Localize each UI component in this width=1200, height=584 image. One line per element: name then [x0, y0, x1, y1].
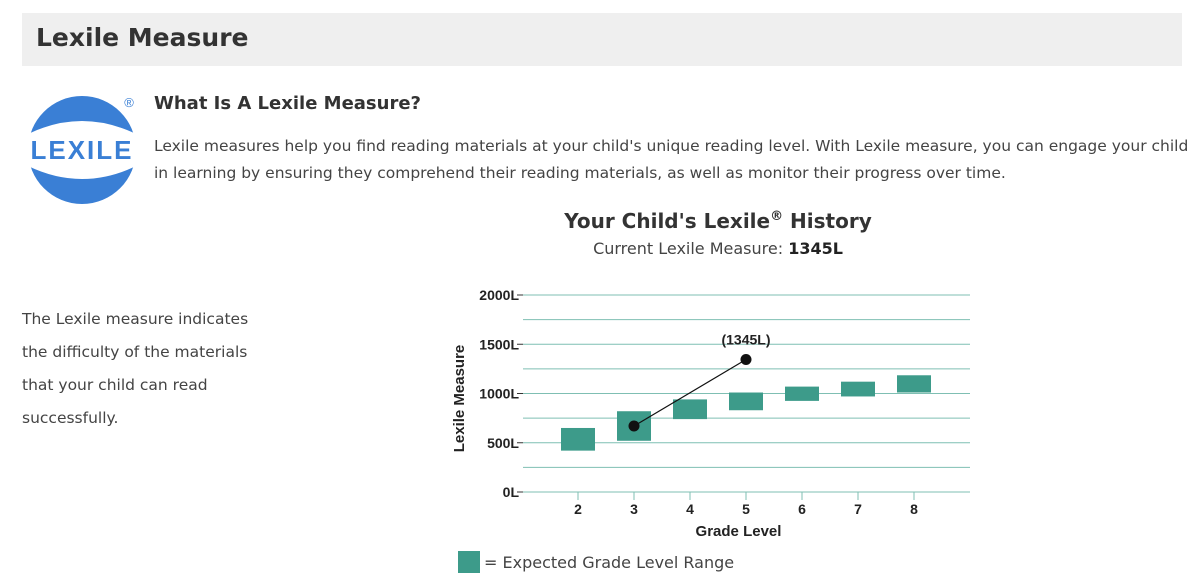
grade-range-bar [897, 375, 931, 392]
grade-range-bar [841, 382, 875, 397]
intro-title: What Is A Lexile Measure? [154, 93, 421, 114]
history-point [741, 354, 752, 365]
lexile-logo [26, 94, 138, 206]
logo-text: LEXILE [30, 135, 134, 165]
section-header [22, 13, 1182, 66]
y-tick-label: 2000L [479, 287, 519, 303]
lexile-history-chart [440, 280, 980, 545]
x-tick-label: 8 [910, 501, 918, 517]
chart-subtitle [458, 239, 978, 258]
x-tick-label: 6 [798, 501, 806, 517]
legend-swatch [458, 551, 480, 573]
y-axis-title: Lexile Measure [451, 344, 468, 453]
chart-title [458, 209, 978, 233]
legend-label: = Expected Grade Level Range [484, 552, 735, 572]
chart-title-suffix: History [783, 209, 872, 233]
chart-title-prefix: Your Child's Lexile [564, 209, 771, 233]
history-point [629, 421, 640, 432]
grade-range-bar [729, 393, 763, 411]
chart-title-registered: ® [770, 209, 784, 224]
grade-range-bar [785, 387, 819, 401]
current-measure-value: 1345L [788, 239, 843, 258]
y-tick-label: 500L [487, 434, 519, 451]
chart-legend [458, 551, 734, 573]
x-axis-title: Grade Level [695, 523, 782, 540]
y-tick-label: 1500L [479, 336, 519, 353]
current-measure-label: Current Lexile Measure: [593, 239, 789, 258]
x-tick-label: 7 [854, 501, 862, 517]
x-tick-label: 2 [574, 501, 582, 517]
grade-range-bar [561, 428, 595, 451]
x-tick-label: 3 [630, 501, 638, 517]
y-tick-label: 0L [502, 484, 519, 500]
registered-mark: ® [124, 95, 134, 110]
x-tick-label: 5 [742, 501, 750, 517]
intro-description: Lexile measures help you find reading materials at your child's unique reading level. With Lexile measure, you can engage your child in learning by ensuring they comprehend their reading materials, as well as monitor their progress over time. [154, 137, 1189, 182]
grade-range-bar [673, 399, 707, 419]
x-tick-label: 4 [686, 501, 694, 517]
history-point-label: (1345L) [721, 331, 771, 348]
side-note: The Lexile measure indicates the difficulty of the materials that your child can read successfully. [22, 310, 249, 427]
y-tick-label: 1000L [479, 385, 519, 402]
section-title: Lexile Measure [36, 23, 249, 52]
